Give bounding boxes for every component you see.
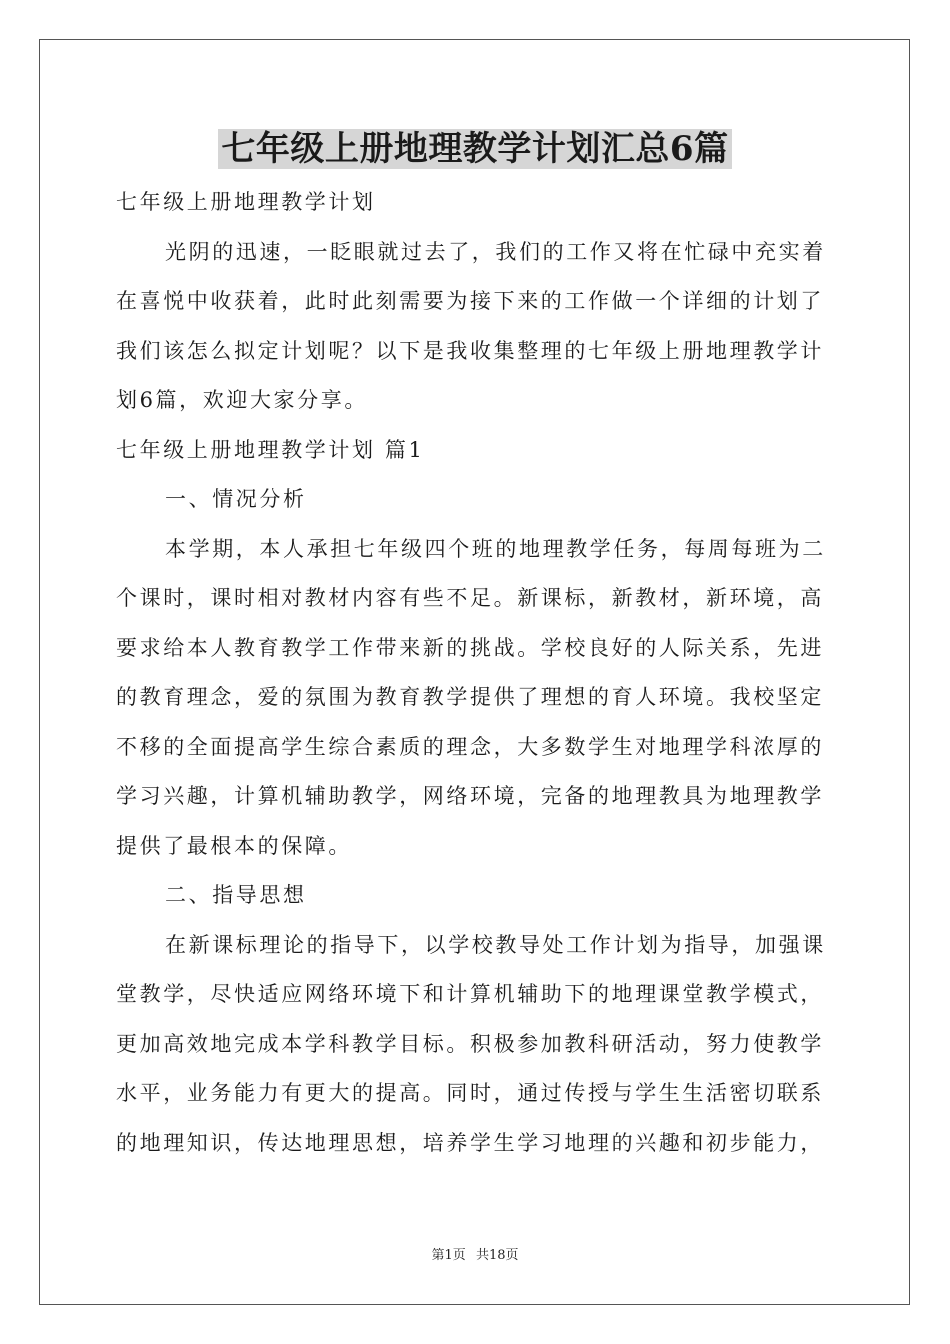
body-line: 在新课标理论的指导下，以学校教导处工作计划为指导，加强课 <box>165 932 826 957</box>
body-line: 个课时，课时相对教材内容有些不足。新课标，新教材，新环境，高 <box>116 586 824 610</box>
body-line: 二、指导思想 <box>165 883 307 907</box>
body-line: 不移的全面提高学生综合素质的理念，大多数学生对地理学科浓厚的 <box>116 734 824 759</box>
body-line: 提供了最根本的保障。 <box>116 833 352 858</box>
body-line: 的地理知识，传达地理思想，培养学生学习地理的兴趣和初步能力， <box>116 1130 824 1155</box>
page-total: 共18页 <box>475 1248 519 1263</box>
page-footer <box>0 1247 950 1265</box>
body-line: 划6篇，欢迎大家分享。 <box>116 388 368 412</box>
body-line: 堂教学，尽快适应网络环境下和计算机辅助下的地理课堂教学模式， <box>116 982 824 1006</box>
document-body <box>116 178 834 1168</box>
document-title-text: 七年级上册地理教学计划汇总6篇 <box>218 129 731 169</box>
body-line: 七年级上册地理教学计划 篇1 <box>116 437 425 462</box>
document-title <box>0 126 950 172</box>
body-line: 本学期，本人承担七年级四个班的地理教学任务，每周每班为二 <box>165 536 826 561</box>
body-line: 一、情况分析 <box>165 487 307 511</box>
body-line: 要求给本人教育教学工作带来新的挑战。学校良好的人际关系，先进 <box>116 635 824 660</box>
body-line: 学习兴趣，计算机辅助教学，网络环境，完备的地理教具为地理教学 <box>116 784 824 808</box>
body-line: 的教育理念，爱的氛围为教育教学提供了理想的育人环境。我校坚定 <box>116 685 824 709</box>
body-line: 七年级上册地理教学计划 <box>116 190 376 214</box>
page-number: 第1页 <box>431 1248 466 1263</box>
body-line: 水平，业务能力有更大的提高。同时，通过传授与学生生活密切联系 <box>116 1081 824 1105</box>
body-line: 在喜悦中收获着，此时此刻需要为接下来的工作做一个详细的计划了 <box>116 289 824 313</box>
body-line: 光阴的迅速，一眨眼就过去了，我们的工作又将在忙碌中充实着 <box>165 239 826 264</box>
body-line: 我们该怎么拟定计划呢？以下是我收集整理的七年级上册地理教学计 <box>116 338 824 363</box>
body-line: 更加高效地完成本学科教学目标。积极参加教科研活动，努力使教学 <box>116 1031 824 1056</box>
